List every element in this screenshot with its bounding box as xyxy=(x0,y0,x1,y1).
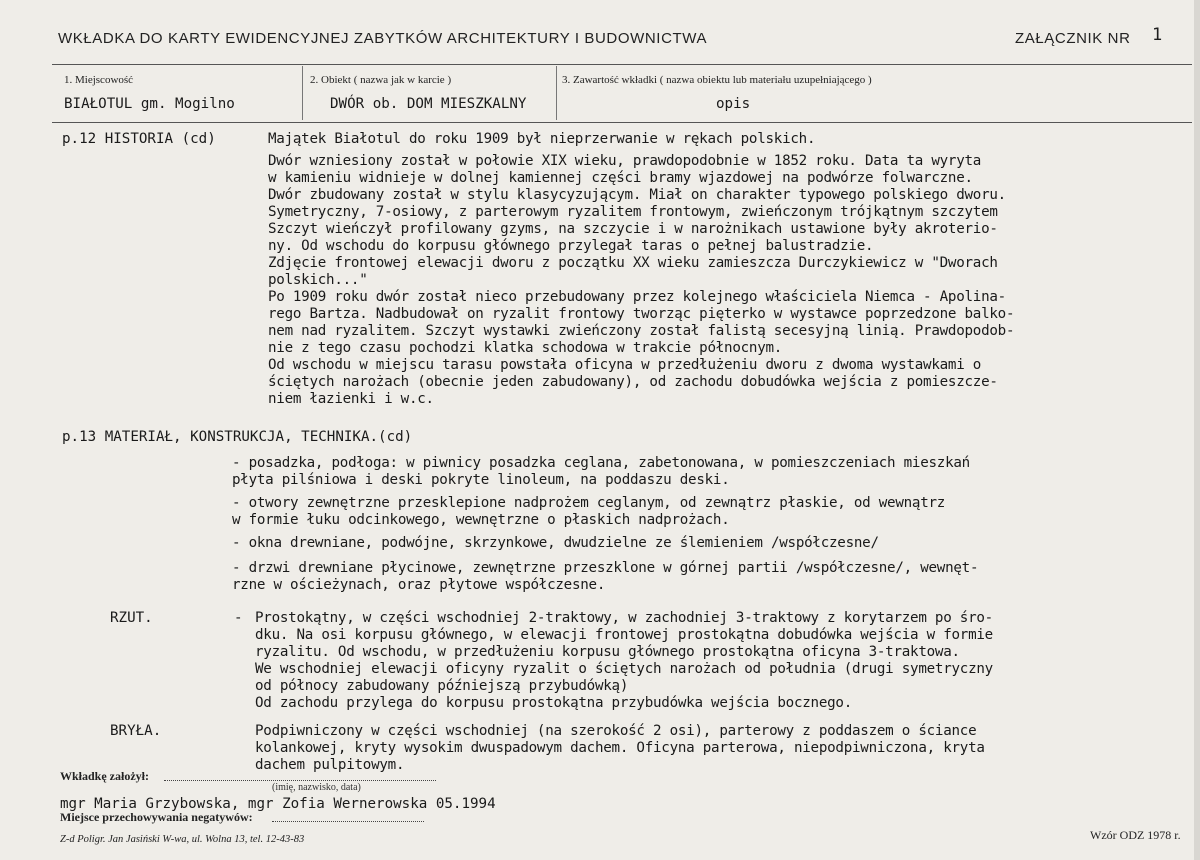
field-place-value: BIAŁOTUL gm. Mogilno xyxy=(64,96,235,112)
text-line: dku. Na osi korpusu głównego, w elewacji frontowej prostokątna dobudówka wejścia w formie xyxy=(255,627,993,643)
text-line: Od wschodu w miejscu tarasu powstała oficyna w przedłużeniu dworu z dwoma wystawkami o xyxy=(268,357,982,373)
text-line: - otwory zewnętrzne przesklepione nadprożem ceglanym, od zewnątrz płaskie, od wewnątrz xyxy=(232,495,946,511)
field-object-value: DWÓR ob. DOM MIESZKALNY xyxy=(330,96,527,112)
text-line: ryzalitu. Od wschodu, w przedłużeniu korpusu głównego prostokątna oficyna 3-traktowa. xyxy=(255,644,960,660)
text-line: - okna drewniane, podwójne, skrzynkowe, dwudzielne ze ślemieniem /współczesne/ xyxy=(232,535,879,551)
field-contents-label: 3. Zawartość wkładki ( nazwa obiektu lub materiału uzupełniającego ) xyxy=(562,74,872,86)
text-line: kolankowej, kryty wysokim dwuspadowym dachem. Oficyna parterowa, niepodpiwniczona, kryta xyxy=(255,740,985,756)
card-title: WKŁADKA DO KARTY EWIDENCYJNEJ ZABYTKÓW ARCHITEKTURY I BUDOWNICTWA xyxy=(58,30,708,47)
text-line: niem łazienki i w.c. xyxy=(268,391,434,407)
text-line: dachem pulpitowym. xyxy=(255,757,405,773)
field-contents-value: opis xyxy=(716,96,751,112)
text-line: w formie łuku odcinkowego, wewnętrzne o płaskich nadprożach. xyxy=(232,512,730,528)
negatives-dotted-line xyxy=(272,821,424,822)
text-line: rego Bartza. Nadbudował on ryzalit frontowy tworząc pięterko w wystawce poprzedzone balko- xyxy=(268,306,1015,322)
historia-heading: p.12 HISTORIA (cd) xyxy=(62,131,216,147)
annex-label: ZAŁĄCZNIK NR xyxy=(1015,30,1131,47)
field-separator xyxy=(302,66,303,120)
text-line: Zdjęcie frontowej elewacji dworu z początku XX wieku zamieszcza Durczykiewicz w "Dworach xyxy=(268,255,998,271)
text-line: Dwór zbudowany został w stylu klasycyzującym. Miał on charakter typowego polskiego dworu. xyxy=(268,187,1006,203)
text-line: - posadzka, podłoga: w piwnicy posadzka ceglana, zabetonowana, w pomieszczeniach mieszkań xyxy=(232,455,970,471)
card-edge xyxy=(1194,0,1200,860)
bryla-text xyxy=(255,723,985,774)
text-line: - drzwi drewniane płycinowe, zewnętrzne przeszklone w górnej partii /współczesne/, wewnęt- xyxy=(232,560,979,576)
text-line: rzne w ościeżynach, oraz płytowe współczesne. xyxy=(232,577,606,593)
annex-number: 1 xyxy=(1152,25,1163,45)
text-line: nie z tego czasu pochodzi klatka schodowa w trakcie północnym. xyxy=(268,340,783,356)
text-line: Po 1909 roku dwór został nieco przebudowany przez kolejnego właściciela Niemca - Apolina- xyxy=(268,289,1006,305)
historia-text xyxy=(268,131,1014,408)
rzut-dash: - xyxy=(234,610,243,626)
bryla-label: BRYŁA. xyxy=(110,723,162,739)
material-list xyxy=(232,455,978,594)
form-model: Wzór ODZ 1978 r. xyxy=(1090,828,1181,842)
text-line: ściętych narożach (obecnie jeden zabudowany), od zachodu dobudówka wejścia z pomieszcze- xyxy=(268,374,998,390)
text-line: Symetryczny, 7-osiowy, z parterowym ryzalitem frontowym, zwieńczonym trójkątnym szczytem xyxy=(268,204,998,220)
author-dotted-line xyxy=(164,780,436,781)
header-divider xyxy=(52,64,1192,65)
rzut-text xyxy=(255,610,993,712)
author-value: mgr Maria Grzybowska, mgr Zofia Wernerowska 05.1994 xyxy=(60,796,496,812)
text-line: od północy zabudowany późniejszą przybudówką) xyxy=(255,678,629,694)
material-heading: p.13 MATERIAŁ, KONSTRUKCJA, TECHNIKA.(cd) xyxy=(62,429,413,445)
list-item xyxy=(232,455,978,489)
text-line: Od zachodu przylega do korpusu prostokątna przybudówka wejścia bocznego. xyxy=(255,695,852,711)
fields-divider xyxy=(52,122,1192,123)
field-object-label: 2. Obiekt ( nazwa jak w karcie ) xyxy=(310,74,452,86)
text-line: We wschodniej elewacji oficyny ryzalit o ściętych narożach od południa (drugi symetryczny xyxy=(255,661,993,677)
author-label: Wkładkę założył: xyxy=(60,769,149,783)
printer-info: Z-d Poligr. Jan Jasiński W-wa, ul. Wolna 13, tel. 12-43-83 xyxy=(60,834,305,845)
field-separator xyxy=(556,66,557,120)
text-line: Podpiwniczony w części wschodniej (na szerokość 2 osi), parterowy z poddaszem o ściance xyxy=(255,723,977,739)
text-line: Prostokątny, w części wschodniej 2-traktowy, w zachodniej 3-traktowy z korytarzem po śro- xyxy=(255,610,993,626)
text-line: nem nad ryzalitem. Szczyt wystawki zwieńczony został falistą secesyjną linią. Prawdopodob- xyxy=(268,323,1015,339)
rzut-label: RZUT. xyxy=(110,610,153,626)
text-line: Majątek Białotul do roku 1909 był nieprzerwanie w rękach polskich. xyxy=(268,131,816,147)
text-line: w kamieniu widnieje w dolnej kamiennej części bramy wjazdowej na podwórze folwarczne. xyxy=(268,170,973,186)
text-line: Szczyt wieńczył profilowany gzyms, na szczycie i w narożnikach ustawione były akroterio- xyxy=(268,221,998,237)
list-item xyxy=(232,535,978,552)
author-hint: (imię, nazwisko, data) xyxy=(272,782,361,793)
text-line: Dwór wzniesiony został w połowie XIX wieku, prawdopodobnie w 1852 roku. Data ta wyryta xyxy=(268,153,982,169)
negatives-label: Miejsce przechowywania negatywów: xyxy=(60,810,253,824)
text-line: polskich..." xyxy=(268,272,368,288)
text-line: płyta pilśniowa i deski pokryte linoleum, na poddaszu deski. xyxy=(232,472,730,488)
field-place-label: 1. Miejscowość xyxy=(64,74,134,86)
list-item xyxy=(232,560,978,594)
text-line: ny. Od wschodu do korpusu głównego przylegał taras o pełnej balustradzie. xyxy=(268,238,874,254)
list-item xyxy=(232,495,978,529)
